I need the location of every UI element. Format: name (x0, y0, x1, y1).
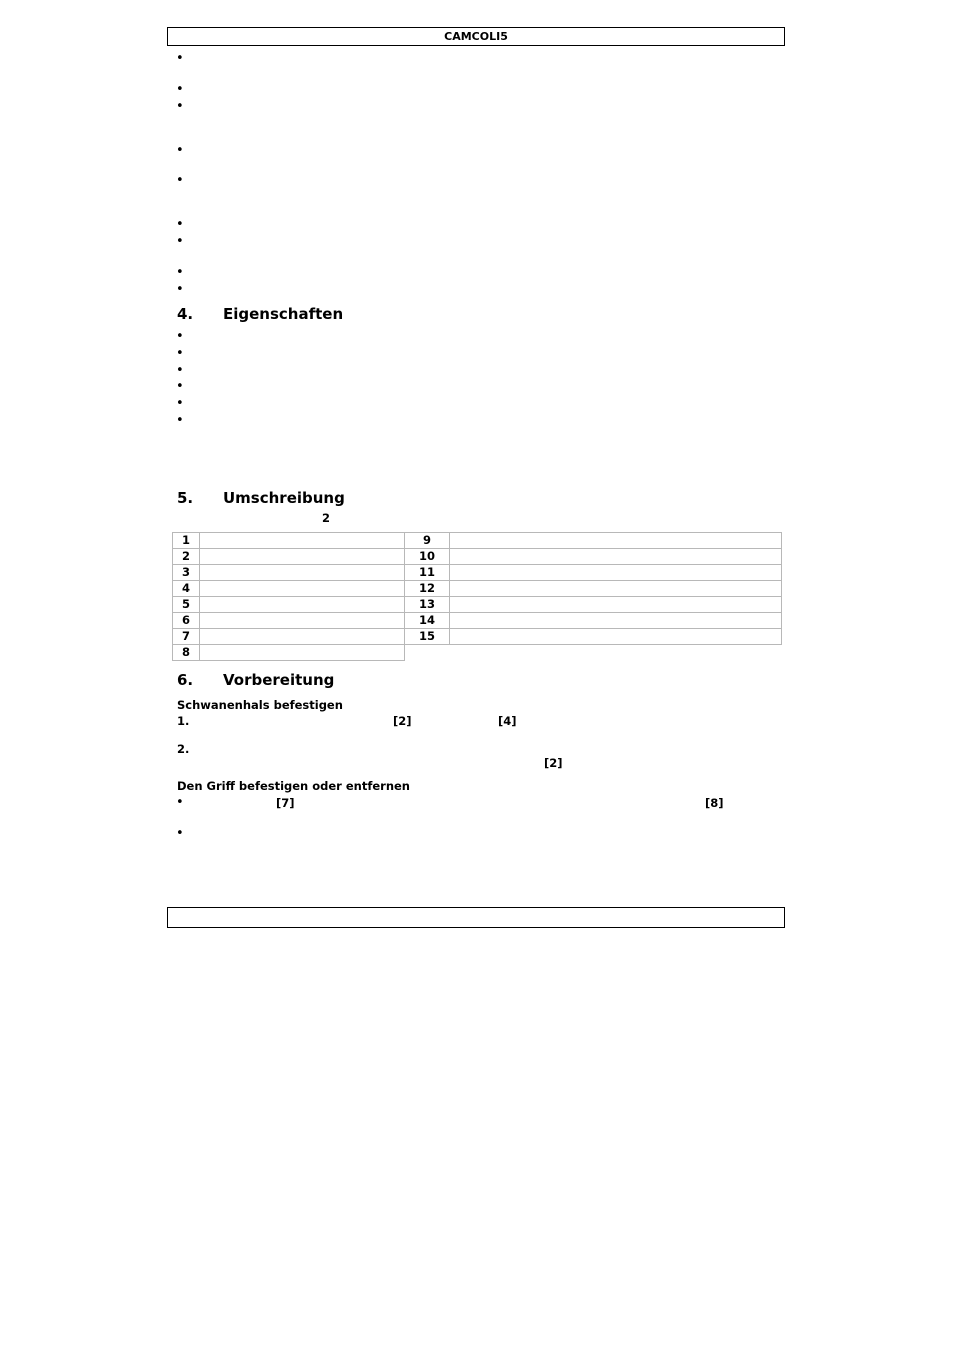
part-description (200, 613, 405, 629)
part-number: 15 (405, 629, 450, 645)
section-number: 6. (177, 671, 194, 689)
section-title: Eigenschaften (223, 305, 344, 323)
part-number: 10 (405, 549, 450, 565)
page-header (167, 27, 785, 46)
subheading-griff: Den Griff befestigen oder entfernen (177, 779, 410, 793)
bullet-marker: • (176, 413, 184, 428)
section-number: 4. (177, 305, 194, 323)
bullet-marker: • (176, 173, 184, 188)
part-description (450, 613, 782, 629)
section-title: Umschreibung (223, 489, 345, 507)
bullet-marker: • (176, 234, 184, 249)
step-number: 2. (177, 742, 190, 756)
part-reference: [4] (498, 714, 517, 728)
part-number: 8 (173, 645, 200, 661)
part-number: 5 (173, 597, 200, 613)
table-row (173, 533, 782, 549)
bullet-marker: • (176, 265, 184, 280)
table-row (173, 565, 782, 581)
bullet-marker: • (176, 217, 184, 232)
table-row (173, 613, 782, 629)
part-reference: [2] (544, 756, 563, 770)
part-description (200, 565, 405, 581)
part-description (450, 533, 782, 549)
bullet-marker: • (176, 329, 184, 344)
part-number: 12 (405, 581, 450, 597)
bullet-marker: • (176, 99, 184, 114)
part-description (450, 581, 782, 597)
page-footer (167, 907, 785, 928)
part-description (200, 549, 405, 565)
bullet-marker: • (176, 379, 184, 394)
part-number: 7 (173, 629, 200, 645)
parts-table (172, 532, 782, 661)
part-reference: [2] (393, 714, 412, 728)
bullet-marker: • (176, 51, 184, 66)
bullet-marker: • (176, 346, 184, 361)
bullet-marker: • (176, 143, 184, 158)
bullet-marker: • (176, 826, 184, 841)
part-reference: [8] (705, 796, 724, 810)
table-row (173, 549, 782, 565)
part-description (450, 629, 782, 645)
header-title: CAMCOLI5 (444, 30, 508, 43)
section-heading-eigenschaften (177, 305, 343, 323)
bullet-marker: • (176, 82, 184, 97)
bullet-marker: • (176, 363, 184, 378)
section-heading-umschreibung (177, 489, 345, 507)
table-row (173, 581, 782, 597)
part-description (200, 645, 405, 661)
table-row (173, 597, 782, 613)
bullet-marker: • (176, 795, 184, 810)
part-number: 13 (405, 597, 450, 613)
figure-reference: 2 (322, 511, 331, 525)
section-title: Vorbereitung (223, 671, 335, 689)
part-description (450, 597, 782, 613)
part-number: 11 (405, 565, 450, 581)
part-number: 9 (405, 533, 450, 549)
part-description (200, 533, 405, 549)
section-heading-vorbereitung (177, 671, 334, 689)
part-number: 3 (173, 565, 200, 581)
part-description (450, 549, 782, 565)
part-reference: [7] (276, 796, 295, 810)
section-number: 5. (177, 489, 194, 507)
part-number: 14 (405, 613, 450, 629)
table-row (173, 645, 782, 661)
part-number: 4 (173, 581, 200, 597)
part-number: 2 (173, 549, 200, 565)
part-description (200, 581, 405, 597)
part-description (200, 629, 405, 645)
step-number: 1. (177, 714, 190, 728)
part-description (200, 597, 405, 613)
part-number: 6 (173, 613, 200, 629)
part-description (450, 565, 782, 581)
table-row (173, 629, 782, 645)
bullet-marker: • (176, 282, 184, 297)
bullet-marker: • (176, 396, 184, 411)
subheading-schwanenhals: Schwanenhals befestigen (177, 698, 343, 712)
part-number: 1 (173, 533, 200, 549)
